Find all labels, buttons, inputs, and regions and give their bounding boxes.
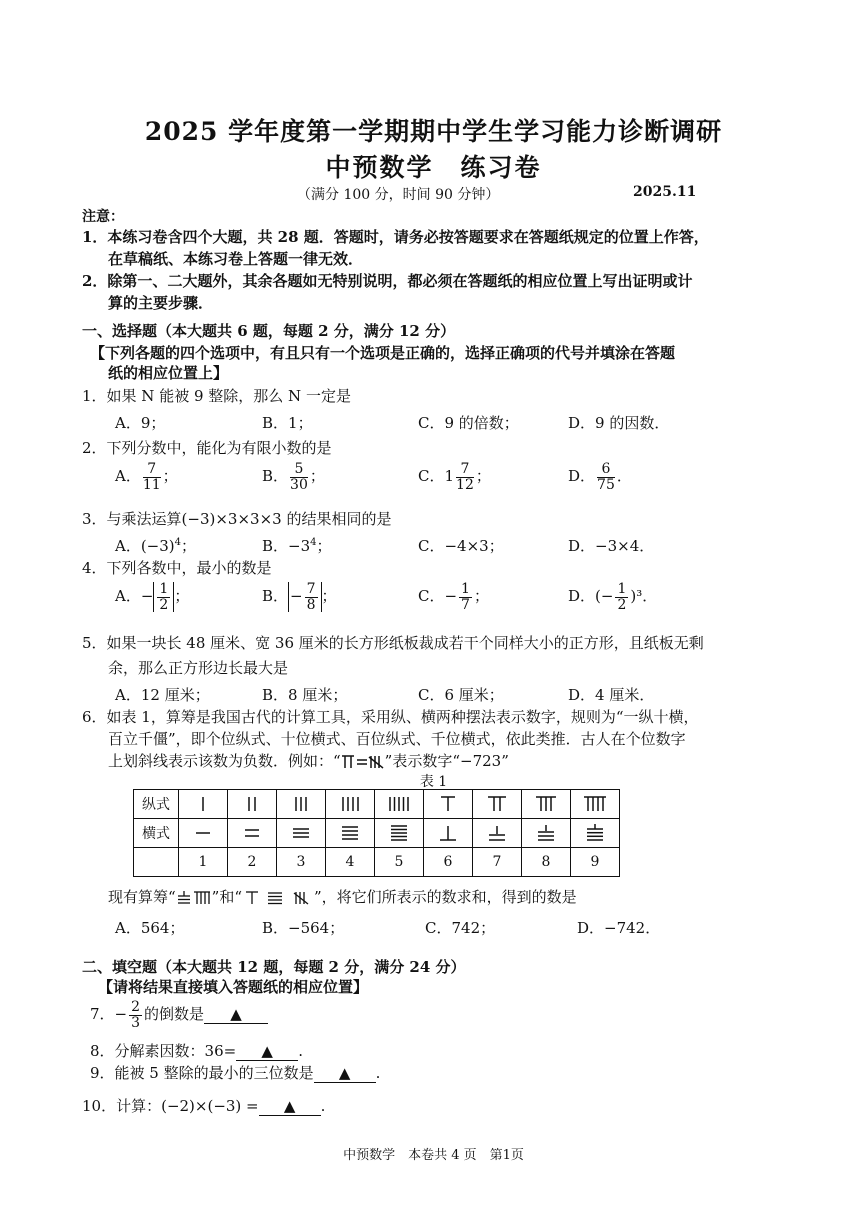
table-row (134, 819, 620, 848)
q3-option-d: D．−3×4． (568, 537, 655, 555)
number-cell: 9 (571, 848, 620, 877)
option-label: A． (115, 467, 141, 486)
row-label: 纵式 (134, 790, 179, 819)
number-cell: 6 (424, 848, 473, 877)
answer-blank[interactable]: ▲ (236, 1042, 298, 1061)
q2-option-c (418, 462, 491, 492)
section1-instruction: 【下列各题的四个选项中，有且只有一个选项是正确的，选择正确项的代号并填涂在答题 (90, 344, 676, 362)
denominator: 12 (456, 476, 474, 493)
horizontal-rod-4-icon (326, 819, 375, 848)
number-cell: 2 (228, 848, 277, 877)
q9 (90, 1062, 380, 1083)
option-end: ； (321, 587, 337, 606)
q6-stem (108, 750, 509, 771)
section2-title: 二、填空题（本大题共 12 题，每题 2 分，满分 24 分） (82, 958, 466, 976)
q3-option-a (115, 535, 196, 556)
q5-stem: 5．如果一块长 48 厘米、宽 36 厘米的长方形纸板裁成若干个同样大小的正方形，且纸板无剩 (82, 634, 704, 652)
numerator: 6 (597, 462, 615, 478)
section1-instruction: 纸的相应位置上】 (108, 364, 229, 382)
option-end: ． (616, 467, 632, 486)
numerator: 1 (159, 581, 169, 597)
table-row (134, 790, 620, 819)
q4-stem: 4．下列各数中，最小的数是 (82, 559, 272, 577)
vertical-rod-5-icon (375, 790, 424, 819)
fraction (615, 582, 628, 612)
stem-text: ”表示数字“−723” (384, 752, 509, 770)
q3-option-b (262, 535, 332, 556)
option-label: B． (262, 467, 289, 486)
fraction (597, 462, 615, 492)
fraction (459, 582, 472, 612)
denominator: 30 (290, 476, 308, 493)
vertical-rod-2-icon (228, 790, 277, 819)
q1-option-b: B．1； (262, 414, 313, 432)
q2-stem: 2．下列分数中，能化为有限小数的是 (82, 439, 332, 457)
table-row (134, 848, 620, 877)
notice-label: 注意： (82, 209, 124, 225)
number-cell: 4 (326, 848, 375, 877)
denominator: 11 (142, 476, 161, 493)
q4-option-b (262, 582, 337, 612)
numerator: 7 (306, 581, 316, 597)
notice-item: 1．本练习卷含四个大题，共 28 题．答题时，请务必按答题要求在答题纸规定的位置上作答， (82, 228, 709, 246)
q5-option-b: B．8 厘米； (262, 686, 348, 704)
vertical-rod-7-icon (473, 790, 522, 819)
q1-option-a: A．9； (115, 414, 166, 432)
number-cell: 7 (473, 848, 522, 877)
stem-text: ”和“ (211, 888, 243, 906)
exponent: 4 (310, 537, 317, 548)
fraction (290, 462, 308, 492)
q8-end: . (298, 1042, 303, 1060)
numerator: 7 (143, 462, 161, 478)
absolute-value (153, 582, 174, 612)
number-cell: 3 (277, 848, 326, 877)
number-cell: 8 (522, 848, 571, 877)
exam-date: 2025.11 (633, 184, 697, 200)
denominator: 2 (159, 596, 169, 613)
q4-option-d (568, 582, 657, 612)
q9-end: . (375, 1064, 381, 1082)
option-label: D． (568, 467, 596, 486)
counting-rod-b-icon (242, 890, 314, 906)
horizontal-rod-3-icon (277, 819, 326, 848)
q6-stem: 6．如表 1，算筹是我国古代的计算工具，采用纵、横两种摆法表示数字，规则为“一纵十横， (82, 708, 699, 726)
q10 (82, 1095, 325, 1116)
horizontal-rod-9-icon (571, 819, 620, 848)
fraction (157, 582, 170, 612)
exam-meta: （满分 100 分，时间 90 分钟） (297, 187, 500, 203)
option-end: ； (174, 587, 190, 606)
counting-rod-example-icon (341, 754, 385, 770)
denominator: 3 (131, 1014, 141, 1031)
counting-rod-table (133, 789, 620, 877)
horizontal-rod-2-icon (228, 819, 277, 848)
fraction (305, 582, 318, 612)
exponent: 4 (174, 537, 182, 548)
notice-item: 算的主要步骤． (108, 294, 214, 312)
stem-text: ”，将它们所表示的数求和，得到的数是 (314, 888, 577, 906)
q7 (90, 1000, 268, 1030)
option-text: B．−3 (262, 537, 311, 555)
horizontal-rod-7-icon (473, 819, 522, 848)
horizontal-rod-6-icon (424, 819, 473, 848)
q10-text: 10．计算：(−2)×(−3) = (82, 1097, 259, 1115)
stem-text: 上划斜线表示该数为负数．例如：“ (108, 752, 341, 770)
option-label: D．(− (568, 587, 614, 606)
option-end: )³． (630, 587, 658, 606)
numerator: 7 (456, 462, 474, 478)
q1-stem: 1．如果 N 能被 9 整除，那么 N 一定是 (82, 387, 351, 405)
vertical-rod-8-icon (522, 790, 571, 819)
vertical-rod-3-icon (277, 790, 326, 819)
horizontal-rod-1-icon (179, 819, 228, 848)
q7-label: 7．− (90, 1005, 128, 1024)
q6-option-d: D．−742． (577, 919, 661, 937)
number-cell: 1 (179, 848, 228, 877)
table-caption: 表 1 (419, 774, 448, 790)
answer-blank[interactable]: ▲ (314, 1064, 376, 1083)
vertical-rod-6-icon (424, 790, 473, 819)
option-text: A．(−3) (115, 537, 175, 555)
row-label: 横式 (134, 819, 179, 848)
q10-end: . (320, 1097, 326, 1115)
stem-text: 现有算筹“ (108, 888, 176, 906)
q1-option-d: D．9 的因数． (568, 414, 670, 432)
absolute-value: − $\frac{7}{8}$ (288, 582, 322, 612)
q4-option-a (115, 582, 189, 612)
counting-rod-a-icon (176, 890, 212, 906)
horizontal-rod-8-icon (522, 819, 571, 848)
option-label: A．− (115, 587, 154, 606)
q6-option-c: C．742； (425, 919, 496, 937)
q1-option-c: C．9 的倍数； (418, 414, 519, 432)
notice-item: 在草稿纸、本练习卷上答题一律无效． (108, 250, 364, 268)
q5-option-d: D．4 厘米． (568, 686, 655, 704)
numerator: 1 (617, 581, 627, 597)
notice-item: 2．除第一、二大题外，其余各题如无特别说明，都必须在答题纸的相应位置上写出证明或计 (82, 272, 693, 290)
q4-option-c (418, 582, 489, 612)
option-label: C．1 (418, 467, 455, 486)
option-label: B． (262, 587, 289, 606)
answer-blank[interactable]: ▲ (204, 1005, 268, 1024)
q5-option-a: A．12 厘米； (115, 686, 210, 704)
denominator: 8 (306, 596, 316, 613)
numerator: 2 (131, 999, 141, 1015)
q5-stem: 余，那么正方形边长最大是 (108, 659, 289, 677)
denominator: 7 (461, 596, 470, 613)
answer-blank[interactable]: ▲ (259, 1097, 321, 1116)
q8-text: 8．分解素因数：36= (90, 1042, 237, 1060)
q2-option-b (262, 462, 325, 492)
option-end: ； (309, 467, 325, 486)
row-label-empty (134, 848, 179, 877)
numerator: 1 (461, 581, 470, 597)
option-end: ； (316, 537, 332, 555)
q6-option-b: B．−564； (262, 919, 345, 937)
q8 (90, 1040, 303, 1061)
q2-option-d (568, 462, 632, 492)
q2-option-a (115, 462, 178, 492)
q9-text: 9．能被 5 整除的最小的三位数是 (90, 1064, 314, 1082)
q6-option-a: A．564； (115, 919, 185, 937)
denominator: 2 (617, 596, 627, 613)
exam-subtitle: 中预数学 练习卷 (325, 153, 542, 182)
q3-stem: 3．与乘法运算(−3)×3×3×3 的结果相同的是 (82, 510, 392, 528)
q3-option-c: C．−4×3； (418, 537, 504, 555)
option-label: C．− (418, 587, 458, 606)
exam-title: 2025 学年度第一学期期中学生学习能力诊断调研 (144, 117, 723, 146)
number-cell: 5 (375, 848, 424, 877)
option-end: ； (162, 467, 178, 486)
section1-title: 一、选择题（本大题共 6 题，每题 2 分，满分 12 分） (82, 322, 456, 340)
vertical-rod-9-icon (571, 790, 620, 819)
vertical-rod-4-icon (326, 790, 375, 819)
fraction (129, 1000, 142, 1030)
q7-text: 的倒数是 (144, 1005, 205, 1024)
fraction (456, 462, 474, 492)
q5-option-c: C．6 厘米； (418, 686, 504, 704)
horizontal-rod-5-icon (375, 819, 424, 848)
numerator: 5 (290, 462, 308, 478)
vertical-rod-1-icon (179, 790, 228, 819)
option-end: ； (473, 587, 489, 606)
q6-stem: 百立千僵”，即个位纵式、十位横式、百位纵式、千位横式，依此类推．古人在个位数字 (108, 730, 686, 748)
fraction (143, 462, 161, 492)
option-end: ； (181, 537, 197, 555)
section2-instruction: 【请将结果直接填入答题纸的相应位置】 (98, 978, 369, 996)
q6-question (108, 886, 577, 907)
denominator: 75 (597, 476, 615, 493)
option-end: ； (475, 467, 491, 486)
page-footer: 中预数学 本卷共 4 页 第1页 (343, 1148, 524, 1163)
